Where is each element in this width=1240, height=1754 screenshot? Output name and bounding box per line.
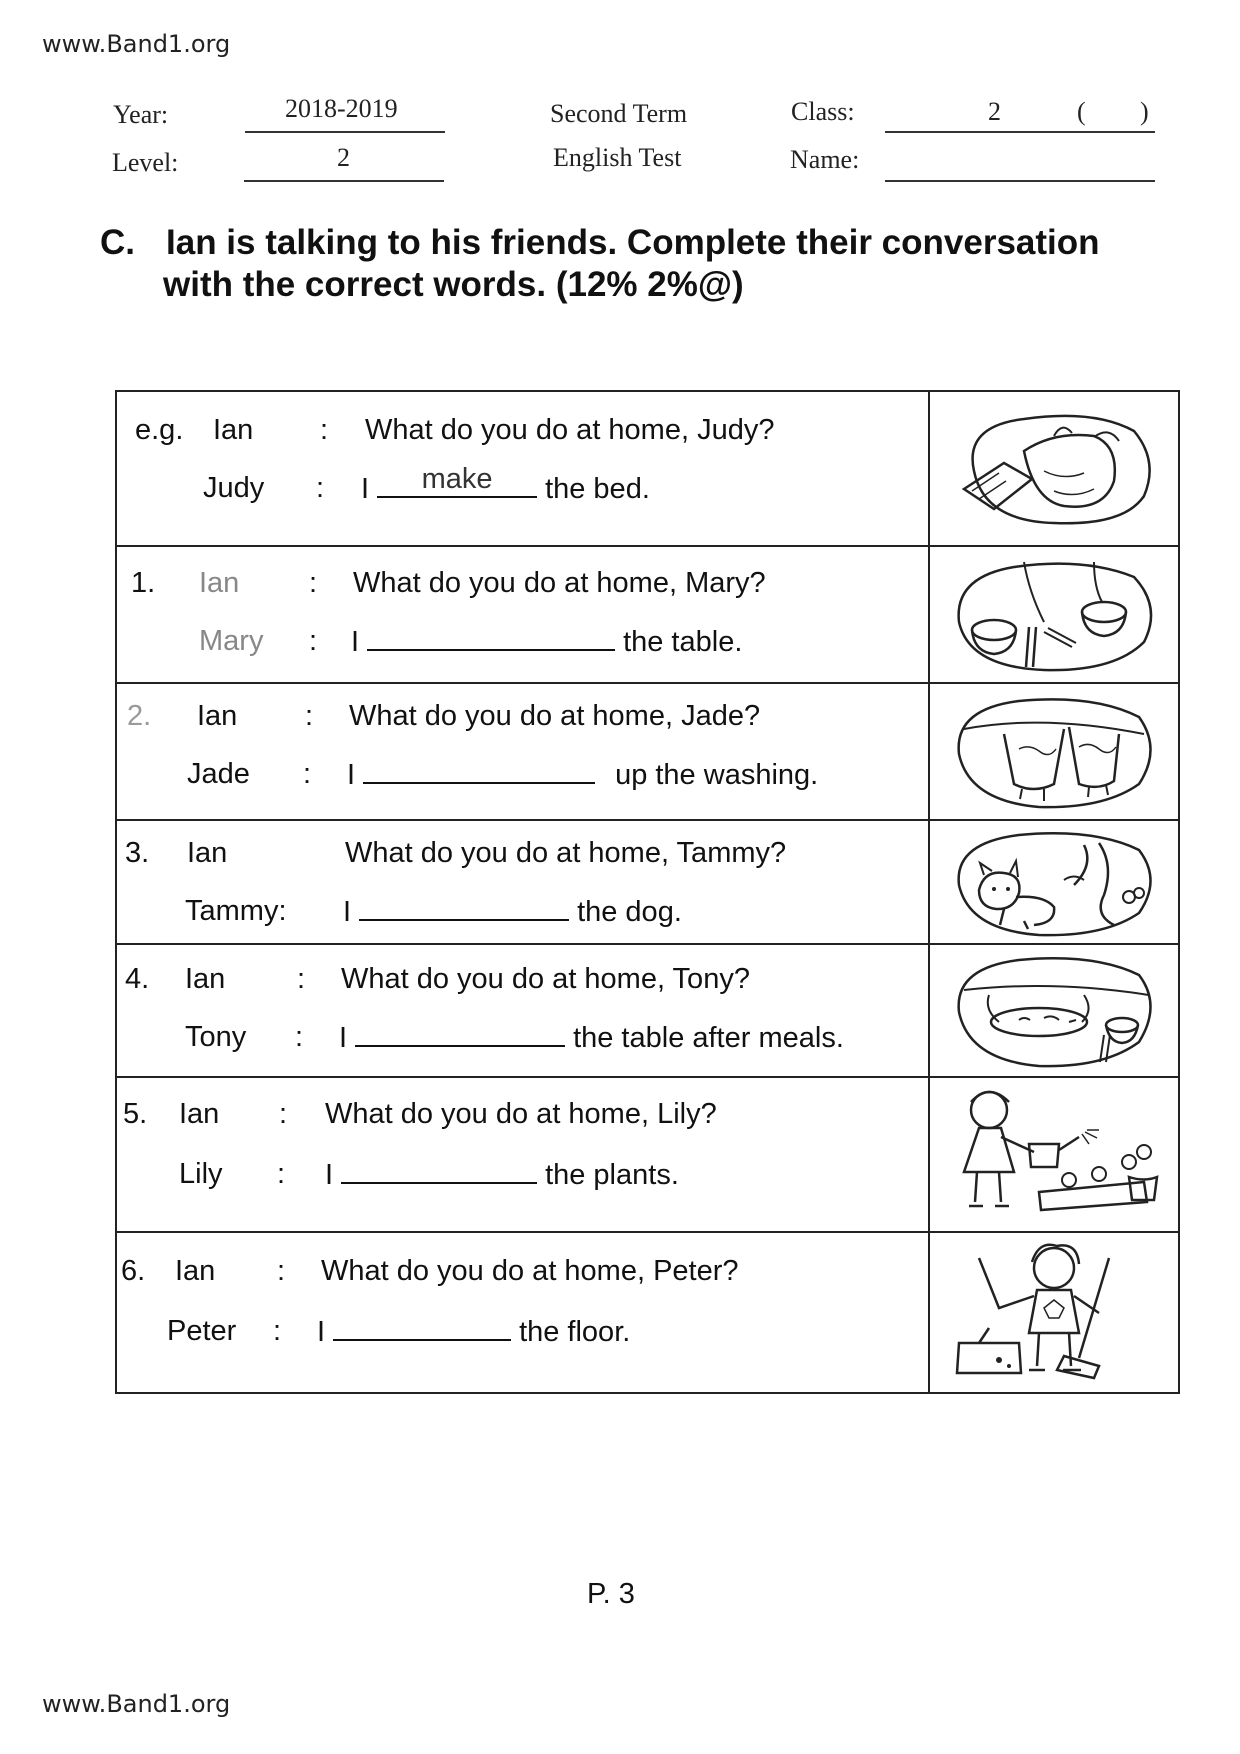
level-line <box>244 180 444 182</box>
class-label: Class: <box>791 97 855 126</box>
asker-name: Ian <box>179 1098 220 1130</box>
table-row <box>117 682 1178 819</box>
row-number: e.g. <box>135 414 184 446</box>
colon: : <box>309 567 318 599</box>
answer-sentence <box>339 1021 844 1055</box>
sentence-end: the bed. <box>545 473 650 505</box>
colon: : <box>320 414 329 446</box>
hanging-washing-icon <box>944 689 1164 814</box>
colon: : <box>277 1158 286 1190</box>
row-text-cell <box>117 684 930 819</box>
pronoun: I <box>347 759 356 791</box>
year-value: 2018-2019 <box>285 94 398 123</box>
level-value: 2 <box>337 143 350 172</box>
row-text-cell <box>117 1078 930 1231</box>
question-text: What do you do at home, Peter? <box>321 1255 739 1287</box>
responder-name: Tony <box>185 1021 247 1053</box>
table-row <box>117 1231 1178 1392</box>
responder-name: Tammy: <box>185 895 287 927</box>
colon: : <box>303 758 312 790</box>
table-row <box>117 1076 1178 1231</box>
row-text-cell <box>117 392 930 545</box>
page-number: P. 3 <box>587 1578 635 1610</box>
colon: : <box>297 963 306 995</box>
row-number: 6. <box>121 1255 146 1287</box>
answer-blank[interactable] <box>363 758 595 784</box>
class-value: 2 <box>988 97 1001 126</box>
clearing-table-icon <box>944 950 1164 1072</box>
responder-name: Peter <box>167 1315 237 1347</box>
responder-name: Jade <box>187 758 250 790</box>
answer-sentence <box>325 1158 679 1192</box>
question-text: What do you do at home, Jade? <box>349 700 761 732</box>
pronoun: I <box>339 1022 348 1054</box>
responder-name: Lily <box>179 1158 223 1190</box>
picture-cell <box>930 821 1178 943</box>
answer-blank[interactable] <box>377 463 537 498</box>
sentence-end: the table after meals. <box>573 1022 844 1054</box>
table-row <box>117 819 1178 943</box>
answer-blank[interactable] <box>355 1021 565 1047</box>
responder-name: Judy <box>203 472 265 504</box>
picture-cell <box>930 1233 1178 1392</box>
colon: : <box>273 1315 282 1347</box>
instruction-line-2: with the correct words. (12% 2%@) <box>163 265 744 304</box>
answer-blank[interactable] <box>359 895 569 921</box>
picture-cell <box>930 1078 1178 1231</box>
asker-name: Ian <box>199 567 240 599</box>
question-text: What do you do at home, Tammy? <box>345 837 787 869</box>
watermark-bottom: www.Band1.org <box>42 1690 231 1718</box>
row-number: 5. <box>123 1098 148 1130</box>
row-number: 3. <box>125 837 150 869</box>
colon: : <box>309 625 318 657</box>
sentence-end: the floor. <box>519 1316 631 1348</box>
sentence-end: the plants. <box>545 1159 679 1191</box>
responder-name: Mary <box>199 625 264 657</box>
asker-name: Ian <box>213 414 254 446</box>
year-label: Year: <box>113 100 169 129</box>
watering-plants-icon <box>939 1082 1169 1227</box>
answer-sentence <box>343 895 682 929</box>
answer-sentence <box>317 1315 630 1349</box>
test-label: English Test <box>553 143 682 172</box>
sweeping-floor-icon <box>939 1238 1169 1388</box>
table-row <box>117 545 1178 682</box>
class-paren-close: ) <box>1140 97 1149 126</box>
table-row <box>117 943 1178 1076</box>
pronoun: I <box>325 1159 334 1191</box>
question-text: What do you do at home, Tony? <box>341 963 750 995</box>
instruction-line-1: Ian is talking to his friends. Complete their conversation <box>166 223 1100 262</box>
pronoun: I <box>351 626 360 658</box>
colon: : <box>316 472 325 504</box>
colon: : <box>279 1098 288 1130</box>
answer-sentence <box>351 625 742 659</box>
class-paren-open: ( <box>1077 97 1086 126</box>
row-text-cell <box>117 1233 930 1392</box>
name-label: Name: <box>790 145 860 174</box>
row-number: 2. <box>127 700 152 732</box>
pronoun: I <box>317 1316 326 1348</box>
answer-sentence <box>347 758 818 792</box>
row-number: 1. <box>131 567 156 599</box>
answer-blank[interactable] <box>341 1158 537 1184</box>
pronoun: I <box>361 473 370 505</box>
question-text: What do you do at home, Mary? <box>353 567 766 599</box>
answer-blank[interactable] <box>367 625 615 651</box>
row-text-cell <box>117 945 930 1076</box>
picture-cell <box>930 684 1178 819</box>
row-text-cell <box>117 547 930 682</box>
colon: : <box>277 1255 286 1287</box>
setting-table-icon <box>944 552 1164 677</box>
picture-cell <box>930 945 1178 1076</box>
pronoun: I <box>343 896 352 928</box>
sentence-end: the dog. <box>577 896 682 928</box>
asker-name: Ian <box>185 963 226 995</box>
section-letter: C. <box>100 223 135 262</box>
example-answer: make <box>421 463 493 495</box>
asker-name: Ian <box>187 837 228 869</box>
picture-cell <box>930 392 1178 545</box>
sentence-end: the table. <box>623 626 743 658</box>
colon: : <box>305 700 314 732</box>
class-line <box>885 131 1155 133</box>
watermark-top: www.Band1.org <box>42 30 231 58</box>
sentence-end: up the washing. <box>615 759 819 791</box>
asker-name: Ian <box>175 1255 216 1287</box>
table-row <box>117 392 1178 545</box>
making-bed-icon <box>944 401 1164 536</box>
row-number: 4. <box>125 963 150 995</box>
answer-sentence <box>361 463 650 506</box>
question-text: What do you do at home, Lily? <box>325 1098 717 1130</box>
asker-name: Ian <box>197 700 238 732</box>
feeding-dog-icon <box>944 825 1164 940</box>
answer-blank[interactable] <box>333 1315 511 1341</box>
row-text-cell <box>117 821 930 943</box>
level-label: Level: <box>112 148 179 177</box>
year-line <box>245 131 445 133</box>
picture-cell <box>930 547 1178 682</box>
colon: : <box>295 1021 304 1053</box>
conversation-table <box>115 390 1180 1394</box>
term-label: Second Term <box>550 99 688 128</box>
question-text: What do you do at home, Judy? <box>365 414 775 446</box>
name-line[interactable] <box>885 180 1155 182</box>
